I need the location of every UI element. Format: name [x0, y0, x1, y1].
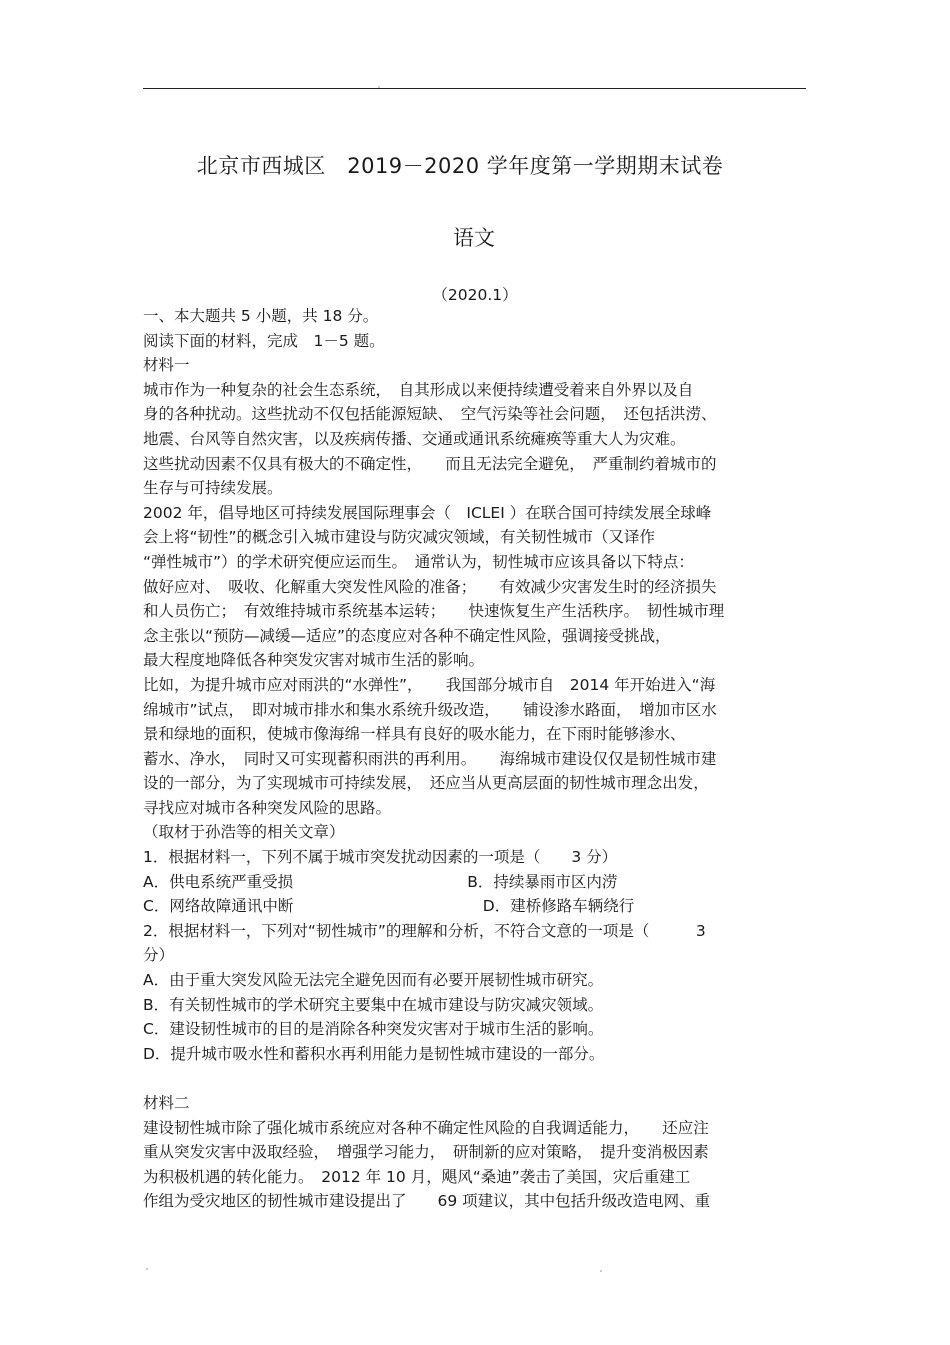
question-1-stem: 1．根据材料一，下列不属于城市突发扰动因素的一项是（ 3 分）	[143, 848, 618, 867]
scan-mark	[600, 1270, 602, 1272]
question-2-option-b: B．有关韧性城市的学术研究主要集中在城市建设与防灾减灾领域。	[143, 995, 604, 1014]
text-line: 城市作为一种复杂的社会生态系统， 自其形成以来便持续遭受着来自外界以及自	[143, 380, 694, 399]
question-1-options-row	[143, 894, 808, 919]
section-instruction: 阅读下面的材料，完成 1－5 题。	[143, 331, 385, 350]
question-2-option-c: C．建设韧性城市的目的是消除各种突发灾害对于城市生活的影响。	[143, 1020, 604, 1039]
material-one-source: （取材于孙浩等的相关文章）	[143, 823, 345, 842]
question-1-options-row	[143, 870, 808, 895]
text-line: 最大程度地降低各种突发灾害对城市生活的影响。	[143, 651, 485, 670]
material-one-label: 材料一	[143, 356, 190, 375]
exam-body	[143, 304, 808, 1214]
subject-title: 语文	[453, 226, 495, 250]
text-line: “弹性城市”）的学术研究便应运而生。 通常认为，韧性城市应该具备以下特点：	[143, 552, 694, 571]
section-heading: 一、本大题共 5 小题，共 18 分。	[143, 307, 379, 325]
question-1-option-d: D．建桥修路车辆绕行	[467, 897, 635, 916]
text-line: 生存与可持续发展。	[143, 479, 283, 498]
exam-date: （2020.1）	[432, 286, 518, 304]
question-2-stem-cont: 分）	[143, 946, 175, 965]
text-line: 念主张以“预防—减缓—适应”的态度应对各种不确定性风险，强调接受挑战，	[143, 626, 671, 645]
scan-mark	[378, 86, 380, 88]
text-line: 景和绿地的面积，使城市像海绵一样具有良好的吸水能力，在下雨时能够渗水、	[143, 725, 686, 744]
text-line: 比如，为提升城市应对雨洪的“水弹性”， 我国部分城市自 2014 年开始进入“海	[143, 675, 716, 694]
text-line: 地震、台风等自然灾害，以及疾病传播、交通或通讯系统瘫痪等重大人为灾难。	[143, 429, 686, 448]
text-line: 寻找应对城市各种突发风险的思路。	[143, 798, 392, 817]
text-line: 和人员伤亡； 有效维持城市系统基本运转； 快速恢复生产生活秩序。 韧性城市理	[143, 602, 725, 621]
question-2-option-d: D．提升城市吸水性和蓄积水再利用能力是韧性城市建设的一部分。	[143, 1044, 605, 1063]
text-line: 设的一部分，为了实现城市可持续发展， 还应当从更高层面的韧性城市理念出发，	[143, 774, 709, 793]
question-2-stem: 2．根据材料一，下列对“韧性城市”的理解和分析，不符合文意的一项是（ 3	[143, 921, 706, 940]
header-rule	[143, 88, 806, 89]
question-1-option-a: A．供电系统严重受损	[143, 872, 294, 891]
text-line: 建设韧性城市除了强化城市系统应对各种不确定性风险的自我调适能力， 还应注	[143, 1118, 709, 1137]
text-line: 会上将“韧性”的概念引入城市建设与防灾减灾领域，有关韧性城市（又译作	[143, 528, 656, 547]
text-line: 作组为受灾地区的韧性城市建设提出了 69 项建议，其中包括升级改造电网、重	[143, 1192, 711, 1211]
text-line: 绵城市”试点， 即对城市排水和集水系统升级改造， 铺设渗水路面， 增加市区水	[143, 700, 717, 719]
text-line: 身的各种扰动。这些扰动不仅包括能源短缺、 空气污染等社会问题， 还包括洪涝、	[143, 405, 717, 424]
text-line: 做好应对、 吸收、化解重大突发性风险的准备； 有效减少灾害发生时的经济损失	[143, 577, 717, 596]
scan-mark	[146, 1268, 148, 1270]
question-1-option-b: B．持续暴雨市区内涝	[467, 872, 618, 891]
material-one-text	[143, 378, 808, 821]
text-line: 为积极机遇的转化能力。 2012 年 10 月，飓风“桑迪”袭击了美国，灾后重建工	[143, 1167, 691, 1186]
text-line: 2002 年，倡导地区可持续发展国际理事会（ ICLEI ）在联合国可持续发展全球峰	[143, 503, 712, 522]
question-1-option-c: C．网络故障通讯中断	[143, 897, 294, 916]
question-2-option-a: A．由于重大突发风险无法完全避免因而有必要开展韧性城市研究。	[143, 971, 604, 990]
text-line: 这些扰动因素不仅具有极大的不确定性， 而且无法完全避免， 严重制约着城市的	[143, 454, 717, 473]
exam-title: 北京市西城区 2019－2020 学年度第一学期期末试卷	[196, 154, 724, 178]
spacer	[143, 1066, 808, 1091]
text-line: 蓄水、净水， 同时又可实现蓄积雨洪的再利用。 海绵城市建设仅仅是韧性城市建	[143, 749, 717, 768]
material-two-label: 材料二	[143, 1094, 190, 1112]
text-line: 重从突发灾害中汲取经验， 增强学习能力， 研制新的应对策略， 提升变消极因素	[143, 1143, 709, 1162]
material-two-text	[143, 1116, 808, 1214]
